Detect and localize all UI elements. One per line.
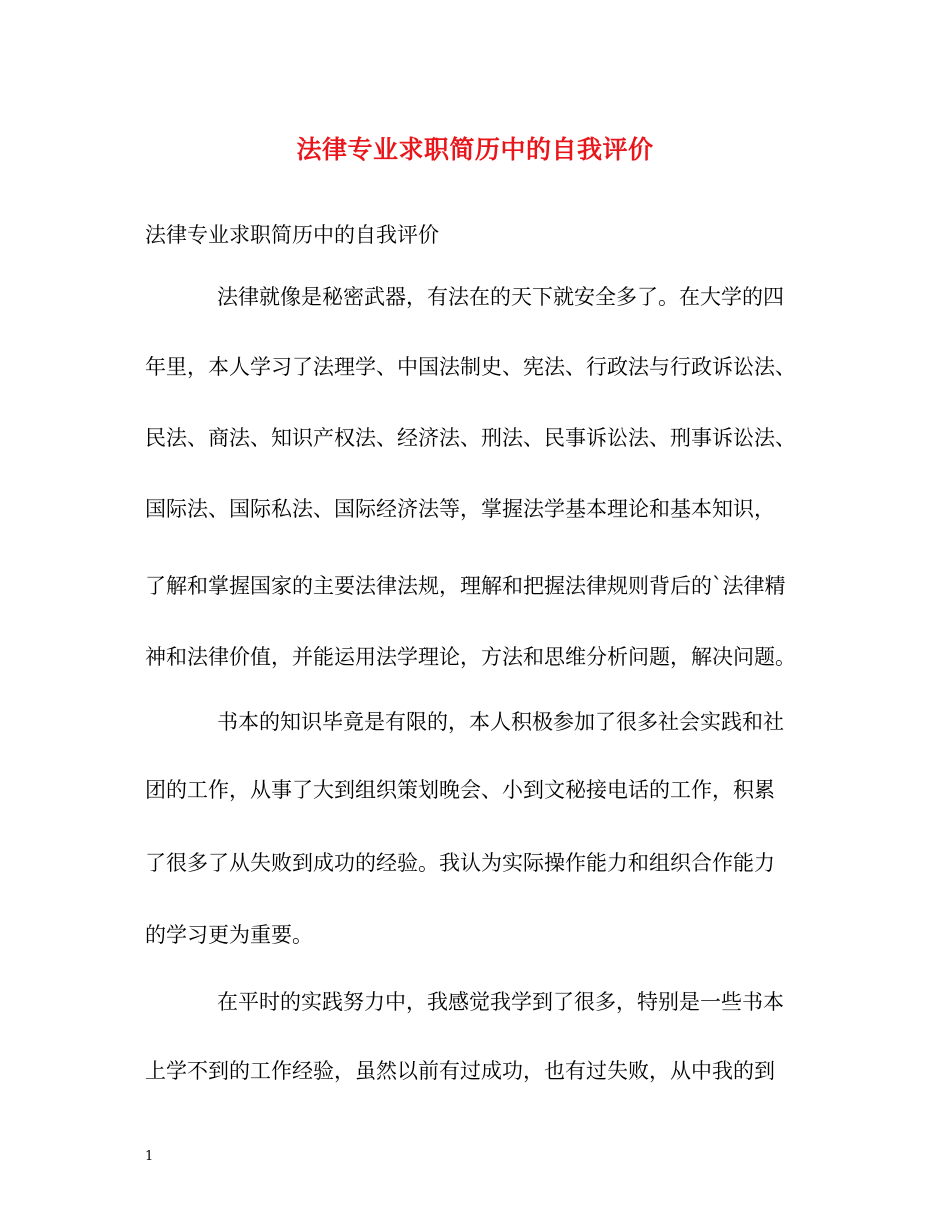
paragraph-line: 在平时的实践努力中，我感觉我学到了很多，特别是一些书本 [217,990,784,1014]
document-subtitle: 法律专业求职简历中的自我评价 [145,223,439,247]
paragraph-line: 书本的知识毕竟是有限的，本人积极参加了很多社会实践和社 [217,710,784,734]
paragraph-line: 神和法律价值，并能运用法学理论，方法和思维分析问题，解决问题。 [145,645,796,669]
paragraph-line: 国际法、国际私法、国际经济法等，掌握法学基本理论和基本知识， [145,497,775,521]
paragraph-line: 了很多了从失败到成功的经验。我认为实际操作能力和组织合作能力 [145,851,775,875]
paragraph-line: 民法、商法、知识产权法、经济法、刑法、民事诉讼法、刑事诉讼法、 [145,426,796,450]
paragraph-line: 法律就像是秘密武器，有法在的天下就安全多了。在大学的四 [217,285,784,309]
paragraph-line: 了解和掌握国家的主要法律法规，理解和把握法律规则背后的`法律精 [145,574,786,598]
paragraph-line: 团的工作，从事了大到组织策划晚会、小到文秘接电话的工作，积累 [145,778,775,802]
paragraph-line: 的学习更为重要。 [145,923,313,947]
paragraph-line: 上学不到的工作经验，虽然以前有过成功，也有过失败，从中我的到 [145,1059,775,1083]
document-title: 法律专业求职简历中的自我评价 [296,135,654,164]
page-number: 1 [145,1149,154,1164]
paragraph-line: 年里，本人学习了法理学、中国法制史、宪法、行政法与行政诉讼法、 [145,355,796,379]
